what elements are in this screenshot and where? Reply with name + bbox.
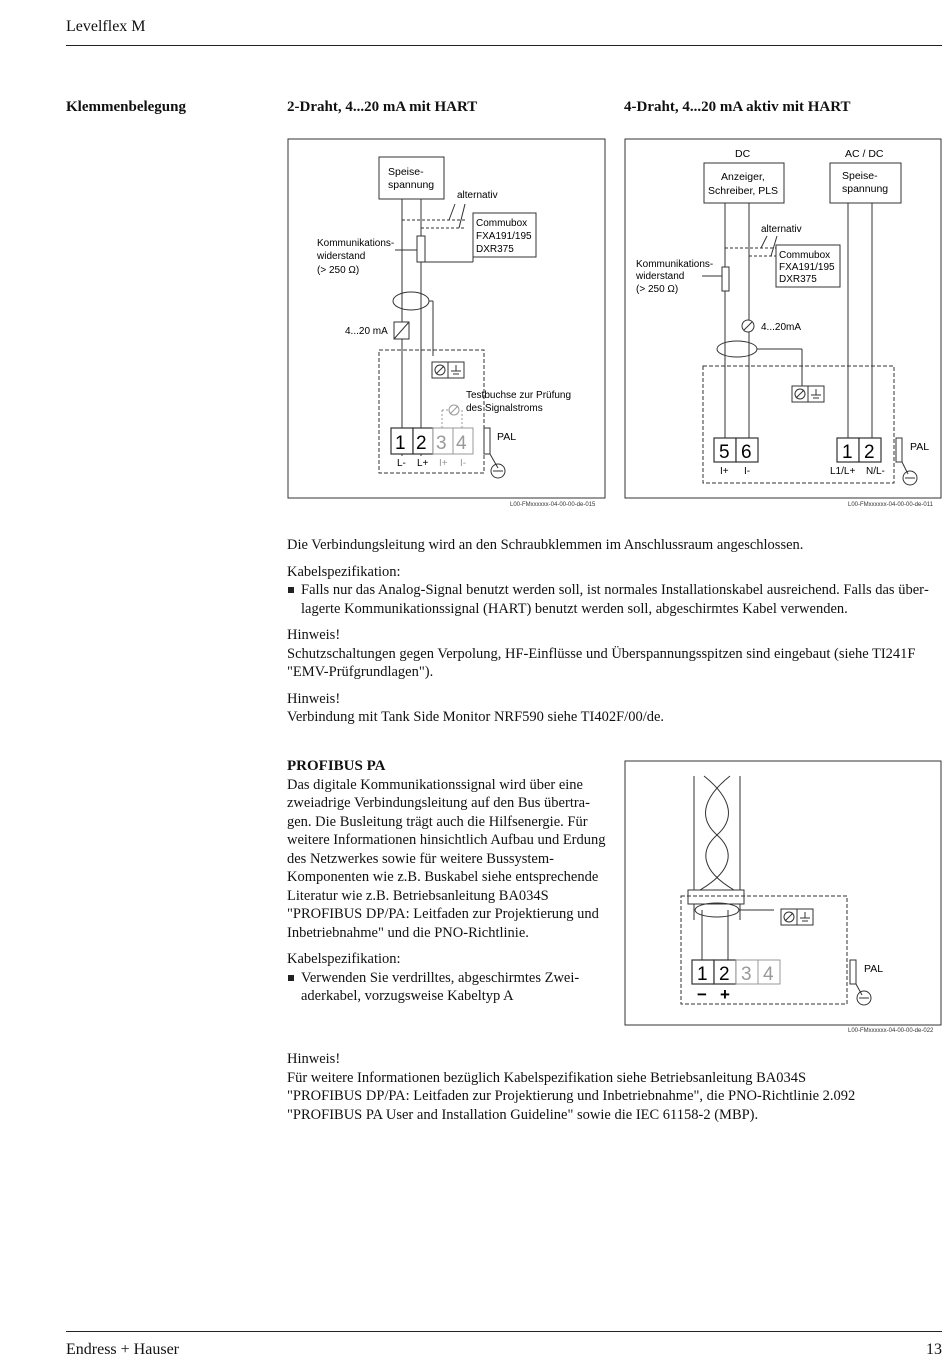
pb-terminal-plus: +	[720, 985, 730, 1004]
d2-commubox-1: Commubox	[779, 250, 831, 261]
paragraph-connection: Die Verbindungsleitung wird an den Schraubklemmen im Anschlussraum angeschlossen.	[287, 537, 804, 553]
pb-terminal-1: 1	[697, 964, 708, 985]
pb-terminal-4: 4	[763, 964, 774, 985]
hinweis-3-line-3: "PROFIBUS PA User and Installation Guideline" sowie die IEC 61158-2 (MBP).	[287, 1106, 759, 1123]
footer-rule	[66, 1331, 942, 1332]
d1-commubox-1: Commubox	[476, 218, 528, 229]
d2-terminal-label-6: I-	[744, 466, 751, 477]
d2-terminal-5: 5	[719, 442, 730, 463]
d1-terminal-2: 2	[416, 433, 427, 454]
hinweis-2-label: Hinweis!	[287, 690, 341, 707]
page-number: 13	[926, 1341, 942, 1358]
d1-terminal-1: 1	[395, 433, 406, 454]
footer-company: Endress + Hauser	[66, 1341, 179, 1358]
d1-testsocket-1: Testbuchse zur Prüfung	[466, 390, 572, 401]
hinweis-3-line-1: Für weitere Informationen bezüglich Kabelspezifikation siehe Betriebsanleitung BA034S	[287, 1069, 807, 1086]
d1-terminal-4: 4	[456, 433, 467, 454]
d1-commubox-2: FXA191/195	[476, 231, 532, 242]
profibus-cable-label: Kabelspezifikation:	[287, 951, 401, 967]
d2-terminal-b2: 2	[864, 442, 875, 463]
hinweis-3-line-2: "PROFIBUS DP/PA: Leitfaden zur Projektierung und Inbetriebnahme", die PNO-Richtlinie 2.092	[287, 1088, 856, 1104]
hinweis-2-text: Verbindung mit Tank Side Monitor NRF590 siehe TI402F/00/de.	[287, 709, 665, 725]
d2-acdc: AC / DC	[845, 148, 884, 160]
hinweis-3-label: Hinweis!	[287, 1051, 341, 1067]
d1-terminal-label-2: L+	[417, 458, 429, 469]
hinweis-3	[287, 1050, 942, 1124]
hinweis-1-text: Schutzschaltungen gegen Verpolung, HF-Einflüsse und Überspannungsspitzen sind eingebaut (siehe TI241F "EMV-Prüfgrundlagen").	[287, 645, 916, 680]
profibus-title: PROFIBUS PA	[287, 758, 386, 774]
col1-title: 2-Draht, 4...20 mA mit HART	[287, 99, 478, 115]
text-block-1	[287, 536, 942, 735]
d2-display-1: Anzeiger,	[721, 171, 765, 183]
pb-terminal-2: 2	[719, 964, 730, 985]
d2-commubox-3: DXR375	[779, 274, 817, 285]
profibus-diagram	[624, 760, 942, 1026]
profibus-text	[287, 757, 607, 1014]
profibus-cable-bullet: Verwenden Sie verdrilltes, abgeschirmtes Zweiaderkabel, vorzugsweise Kabeltyp A	[287, 969, 607, 1006]
d1-caption: L00-FMxxxxxx-04-00-00-de-015	[510, 502, 596, 508]
d2-resistor-2: widerstand	[636, 271, 685, 282]
d1-supply-line2: spannung	[388, 179, 435, 191]
d1-resistor-2: widerstand	[317, 251, 366, 262]
cable-spec-label: Kabelspezifikation:	[287, 563, 401, 580]
col2-title: 4-Draht, 4...20 mA aktiv mit HART	[624, 99, 851, 115]
d2-dc: DC	[735, 148, 751, 160]
d1-alternativ: alternativ	[457, 190, 498, 201]
d2-resistor-1: Kommunikations-	[636, 259, 714, 270]
d2-terminal-label-l1: L1/L+	[830, 466, 856, 477]
d2-alternativ: alternativ	[761, 224, 802, 235]
d1-resistor-1: Kommunikations-	[317, 238, 395, 249]
d2-terminal-b1: 1	[842, 442, 853, 463]
wiring-diagram-2wire	[287, 138, 606, 500]
d2-pal: PAL	[910, 441, 930, 453]
d1-terminal-label-3: I+	[439, 458, 448, 469]
d2-terminal-6: 6	[741, 442, 752, 463]
d1-pal: PAL	[497, 431, 517, 443]
d1-resistor-3: (> 250 Ω)	[317, 265, 360, 276]
wiring-diagram-4wire	[624, 138, 942, 500]
d2-supply-2: spannung	[842, 183, 889, 195]
header-rule	[66, 45, 942, 46]
profibus-paragraph: Das digitale Kommunikationssignal wird über eine zweiadrige Verbindungsleitung auf den Bus übertragen. Die Busleitung trägt auch die Hilfsenergie. Für weitere Informationen hinsichtlich Aufbau und Erdung des Netzwerkes sowie für weitere Bussystem-Komponenten wie z.B. Buskabel siehe entsprechende Literatur wie z.B. Betriebsanleitung BA034S "PROFIBUS DP/PA: Leitfaden zur Projektierung und Inbetriebnahme" und die PNO-Richtlinie.	[287, 776, 606, 941]
pb-terminal-3: 3	[741, 964, 752, 985]
d2-supply-1: Speise-	[842, 170, 878, 182]
d1-terminal-label-1: L-	[397, 458, 406, 469]
d2-current: 4...20mA	[761, 322, 802, 333]
d2-commubox-2: FXA191/195	[779, 262, 835, 273]
pb-pal: PAL	[864, 963, 884, 975]
d2-resistor-3: (> 250 Ω)	[636, 284, 679, 295]
d1-testsocket-2: des Signalstroms	[466, 403, 543, 414]
d2-caption: L00-FMxxxxxx-04-00-00-de-011	[848, 502, 933, 508]
cable-spec-bullet: Falls nur das Analog-Signal benutzt werden soll, ist normales Installationskabel ausreichend. Falls das überlagerte Kommunikationssignal (HART) benutzt werden soll, abgeschirmtes Kabel verwenden.	[287, 581, 942, 618]
section-label: Klemmenbelegung	[66, 99, 186, 115]
d2-terminal-label-5: I+	[720, 466, 729, 477]
page-header-title: Levelflex M	[66, 18, 146, 35]
d1-commubox-3: DXR375	[476, 244, 514, 255]
d1-current: 4...20 mA	[345, 326, 388, 337]
d1-supply-line1: Speise-	[388, 166, 424, 178]
d2-terminal-label-nl: N/L-	[866, 466, 885, 477]
d2-display-2: Schreiber, PLS	[708, 185, 779, 197]
pb-caption: L00-FMxxxxxx-04-00-00-de-022	[848, 1028, 934, 1034]
hinweis-1-label: Hinweis!	[287, 627, 341, 643]
d1-terminal-3: 3	[436, 433, 447, 454]
pb-terminal-minus: −	[697, 985, 707, 1004]
d1-terminal-label-4: I-	[460, 458, 467, 469]
